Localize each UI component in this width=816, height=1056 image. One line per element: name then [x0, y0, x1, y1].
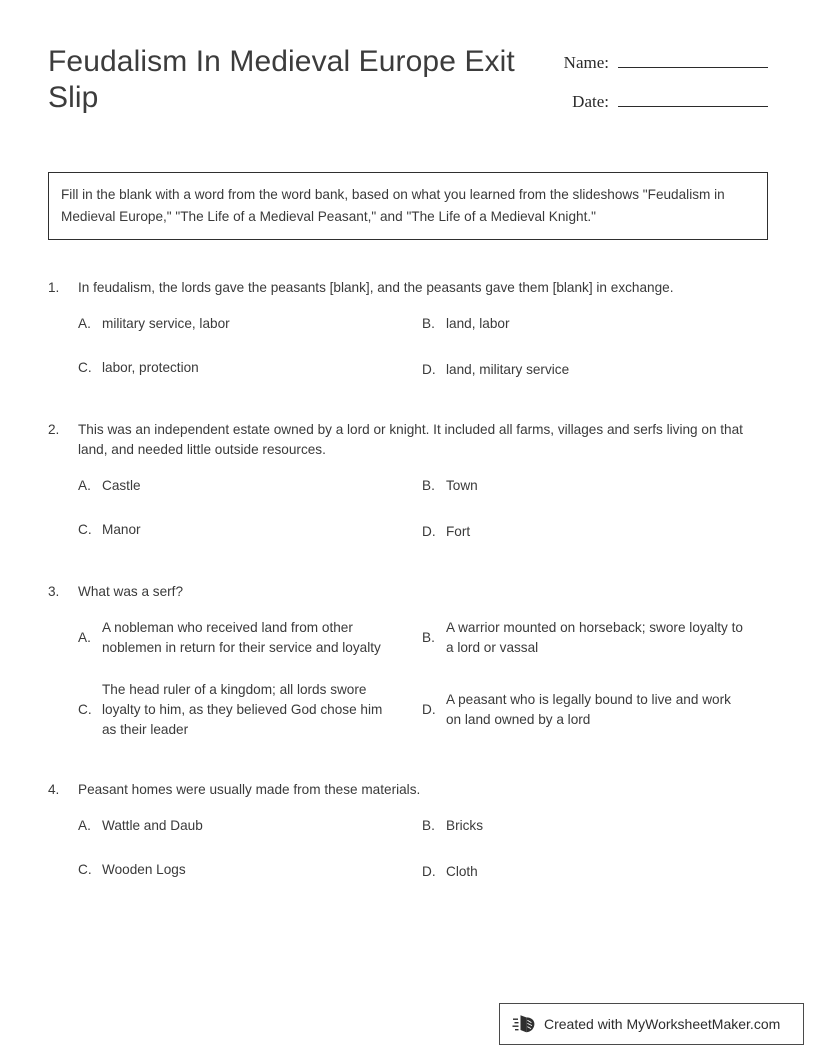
option-text: land, labor — [446, 316, 510, 331]
questions-list — [48, 278, 768, 922]
option-text: Wooden Logs — [102, 862, 186, 877]
option-letter: D. — [422, 362, 436, 377]
question-number: 1. — [48, 280, 60, 295]
option-a[interactable] — [48, 618, 408, 658]
question-heading — [48, 278, 768, 298]
option-text: A nobleman who received land from other noblemen in return for their service and loyalty — [102, 620, 381, 655]
option-text: Wattle and Daub — [102, 818, 203, 833]
myworksheetmaker-logo-icon — [512, 1011, 538, 1037]
option-letter: D. — [422, 524, 436, 539]
name-row — [538, 50, 768, 89]
instructions-box — [48, 172, 768, 240]
option-letter: B. — [422, 478, 435, 493]
options-grid — [48, 816, 768, 904]
option-text: The head ruler of a kingdom; all lords swore loyalty to him, as they believed God chose him as their leader — [102, 682, 383, 737]
option-text: labor, protection — [102, 360, 199, 375]
option-letter: A. — [78, 630, 91, 645]
option-text: Manor — [102, 522, 141, 537]
option-text: A warrior mounted on horseback; swore loyalty to a lord or vassal — [446, 620, 743, 655]
option-letter: D. — [422, 702, 436, 717]
option-text: Bricks — [446, 818, 484, 833]
name-date-block — [538, 50, 768, 128]
option-letter: D. — [422, 864, 436, 879]
created-with-label: Created with MyWorksheetMaker.com — [544, 1016, 781, 1032]
date-label: Date: — [572, 92, 609, 111]
question-heading — [48, 420, 768, 460]
question-text: What was a serf? — [78, 584, 184, 599]
option-text: A peasant who is legally bound to live and work on land owned by a lord — [446, 692, 731, 727]
option-d[interactable] — [408, 680, 768, 740]
name-label: Name: — [563, 53, 609, 72]
created-with-badge[interactable] — [499, 1003, 804, 1045]
options-grid — [48, 618, 768, 762]
option-c[interactable] — [48, 518, 408, 542]
option-b[interactable] — [408, 816, 768, 836]
question-item — [48, 278, 768, 402]
option-text: Castle — [102, 478, 141, 493]
option-text: Cloth — [446, 864, 478, 879]
option-c[interactable] — [48, 356, 408, 380]
question-number: 4. — [48, 782, 60, 797]
option-b[interactable] — [408, 476, 768, 496]
page-title: Feudalism In Medieval Europe Exit Slip — [48, 45, 515, 114]
option-b[interactable] — [408, 618, 768, 658]
question-number: 3. — [48, 584, 60, 599]
option-text: Town — [446, 478, 478, 493]
option-a[interactable] — [48, 314, 408, 334]
option-a[interactable] — [48, 816, 408, 836]
question-heading — [48, 780, 768, 800]
option-a[interactable] — [48, 476, 408, 496]
worksheet-header — [48, 44, 768, 139]
question-item — [48, 582, 768, 762]
option-letter: C. — [78, 862, 92, 877]
option-text: land, military service — [446, 362, 570, 377]
question-text: This was an independent estate owned by a lord or knight. It included all farms, villages and serfs living on that land, and needed little outside resources. — [78, 422, 743, 457]
option-letter: C. — [78, 522, 92, 537]
question-number: 2. — [48, 422, 60, 437]
date-row — [538, 89, 768, 128]
date-input-line[interactable] — [618, 89, 768, 107]
option-letter: A. — [78, 818, 91, 833]
option-text: military service, labor — [102, 316, 230, 331]
question-item — [48, 780, 768, 904]
option-letter: B. — [422, 630, 435, 645]
option-d[interactable] — [408, 360, 768, 380]
option-letter: A. — [78, 316, 91, 331]
option-d[interactable] — [408, 522, 768, 542]
option-b[interactable] — [408, 314, 768, 334]
option-letter: B. — [422, 316, 435, 331]
question-heading — [48, 582, 768, 602]
option-d[interactable] — [408, 862, 768, 882]
option-c[interactable] — [48, 680, 408, 740]
question-text: In feudalism, the lords gave the peasants [blank], and the peasants gave them [blank] in exchange. — [78, 280, 674, 295]
option-letter: C. — [78, 702, 92, 717]
option-letter: A. — [78, 478, 91, 493]
options-grid — [48, 314, 768, 402]
option-c[interactable] — [48, 858, 408, 882]
option-letter: B. — [422, 818, 435, 833]
option-letter: C. — [78, 360, 92, 375]
instructions-text: Fill in the blank with a word from the word bank, based on what you learned from the slideshows "Feudalism in Medieval Europe," "The Life of a Medieval Peasant," and "The Life of a Medieval Knight." — [61, 187, 725, 224]
name-input-line[interactable] — [618, 50, 768, 68]
question-item — [48, 420, 768, 564]
option-text: Fort — [446, 524, 471, 539]
question-text: Peasant homes were usually made from these materials. — [78, 782, 421, 797]
options-grid — [48, 476, 768, 564]
